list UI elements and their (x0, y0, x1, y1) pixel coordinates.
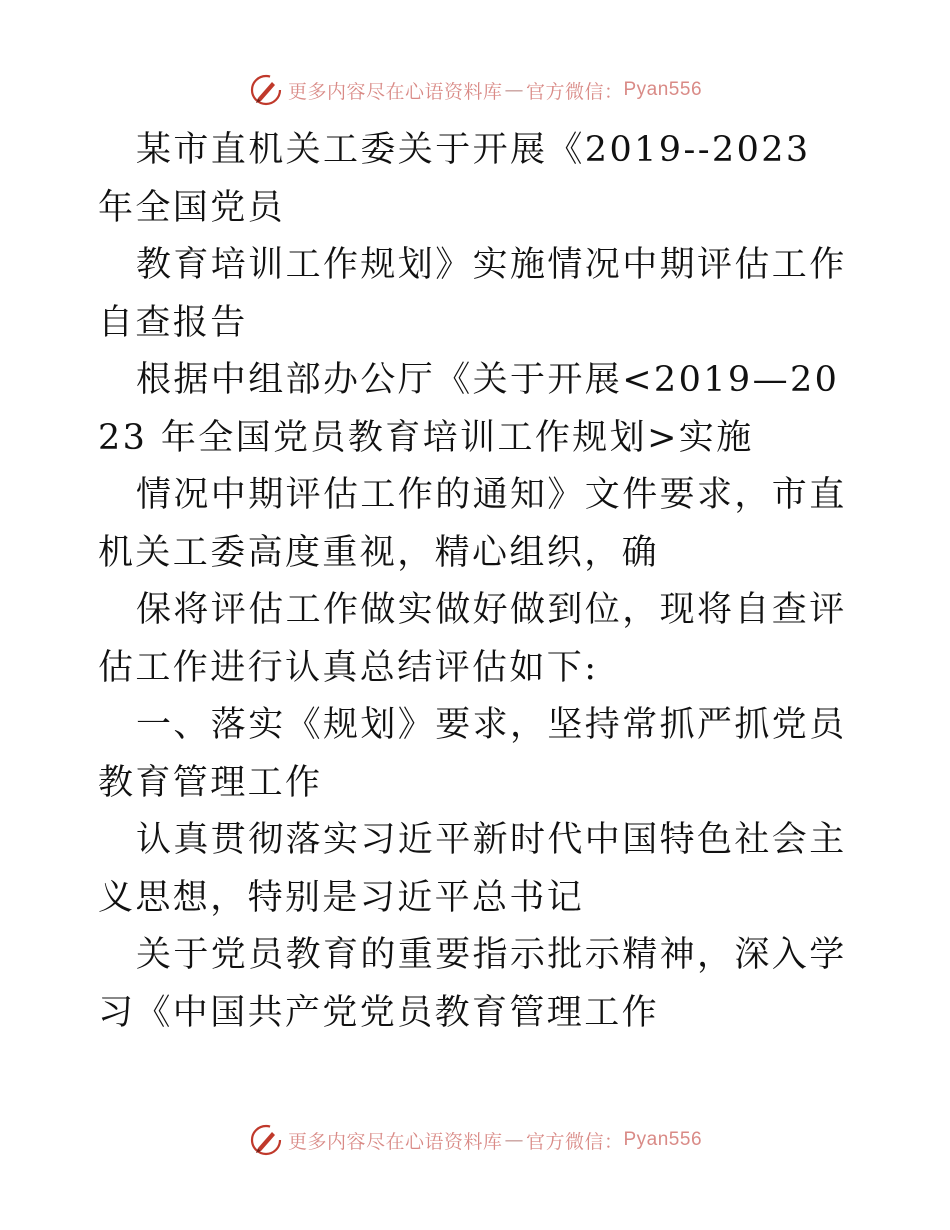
paragraph-body-2: 情况中期评估工作的通知》文件要求，市直机关工委高度重视，精心组织，确 (98, 475, 847, 573)
paragraph-body-3: 保将评估工作做实做好做到位，现将自查评估工作进行认真总结评估如下: (98, 590, 847, 688)
watermark-label: 官方微信： (525, 80, 624, 103)
paragraph-title-2: 教育培训工作规划》实施情况中期评估工作自查报告 (98, 245, 847, 343)
document-body (98, 122, 858, 1042)
watermark-handle: Pyan556 (623, 79, 703, 100)
watermark-header (0, 70, 950, 110)
paragraph-title-1: 某市直机关工委关于开展《2019--2023 年全国党员 (98, 130, 811, 228)
paragraph-body-5: 关于党员教育的重要指示批示精神，深入学习《中国共产党党员教育管理工作 (98, 935, 847, 1033)
watermark-brand: 更多内容尽在心语资料库 (287, 1130, 503, 1153)
pen-in-circle-icon (248, 72, 284, 108)
pen-in-circle-icon (248, 1122, 284, 1158)
watermark-footer (0, 1120, 950, 1160)
paragraph-body-4: 认真贯彻落实习近平新时代中国特色社会主义思想，特别是习近平总书记 (98, 820, 847, 918)
watermark-label: 官方微信： (525, 1130, 624, 1153)
watermark-brand: 更多内容尽在心语资料库 (287, 80, 503, 103)
section-heading-1: 一、落实《规划》要求，坚持常抓严抓党员教育管理工作 (98, 705, 847, 803)
watermark-separator: — (504, 79, 524, 101)
watermark-separator: — (504, 1129, 524, 1151)
paragraph-body-1: 根据中组部办公厅《关于开展<2019—2023 年全国党员教育培训工作规划>实施 (98, 360, 840, 458)
watermark-handle: Pyan556 (623, 1129, 703, 1150)
